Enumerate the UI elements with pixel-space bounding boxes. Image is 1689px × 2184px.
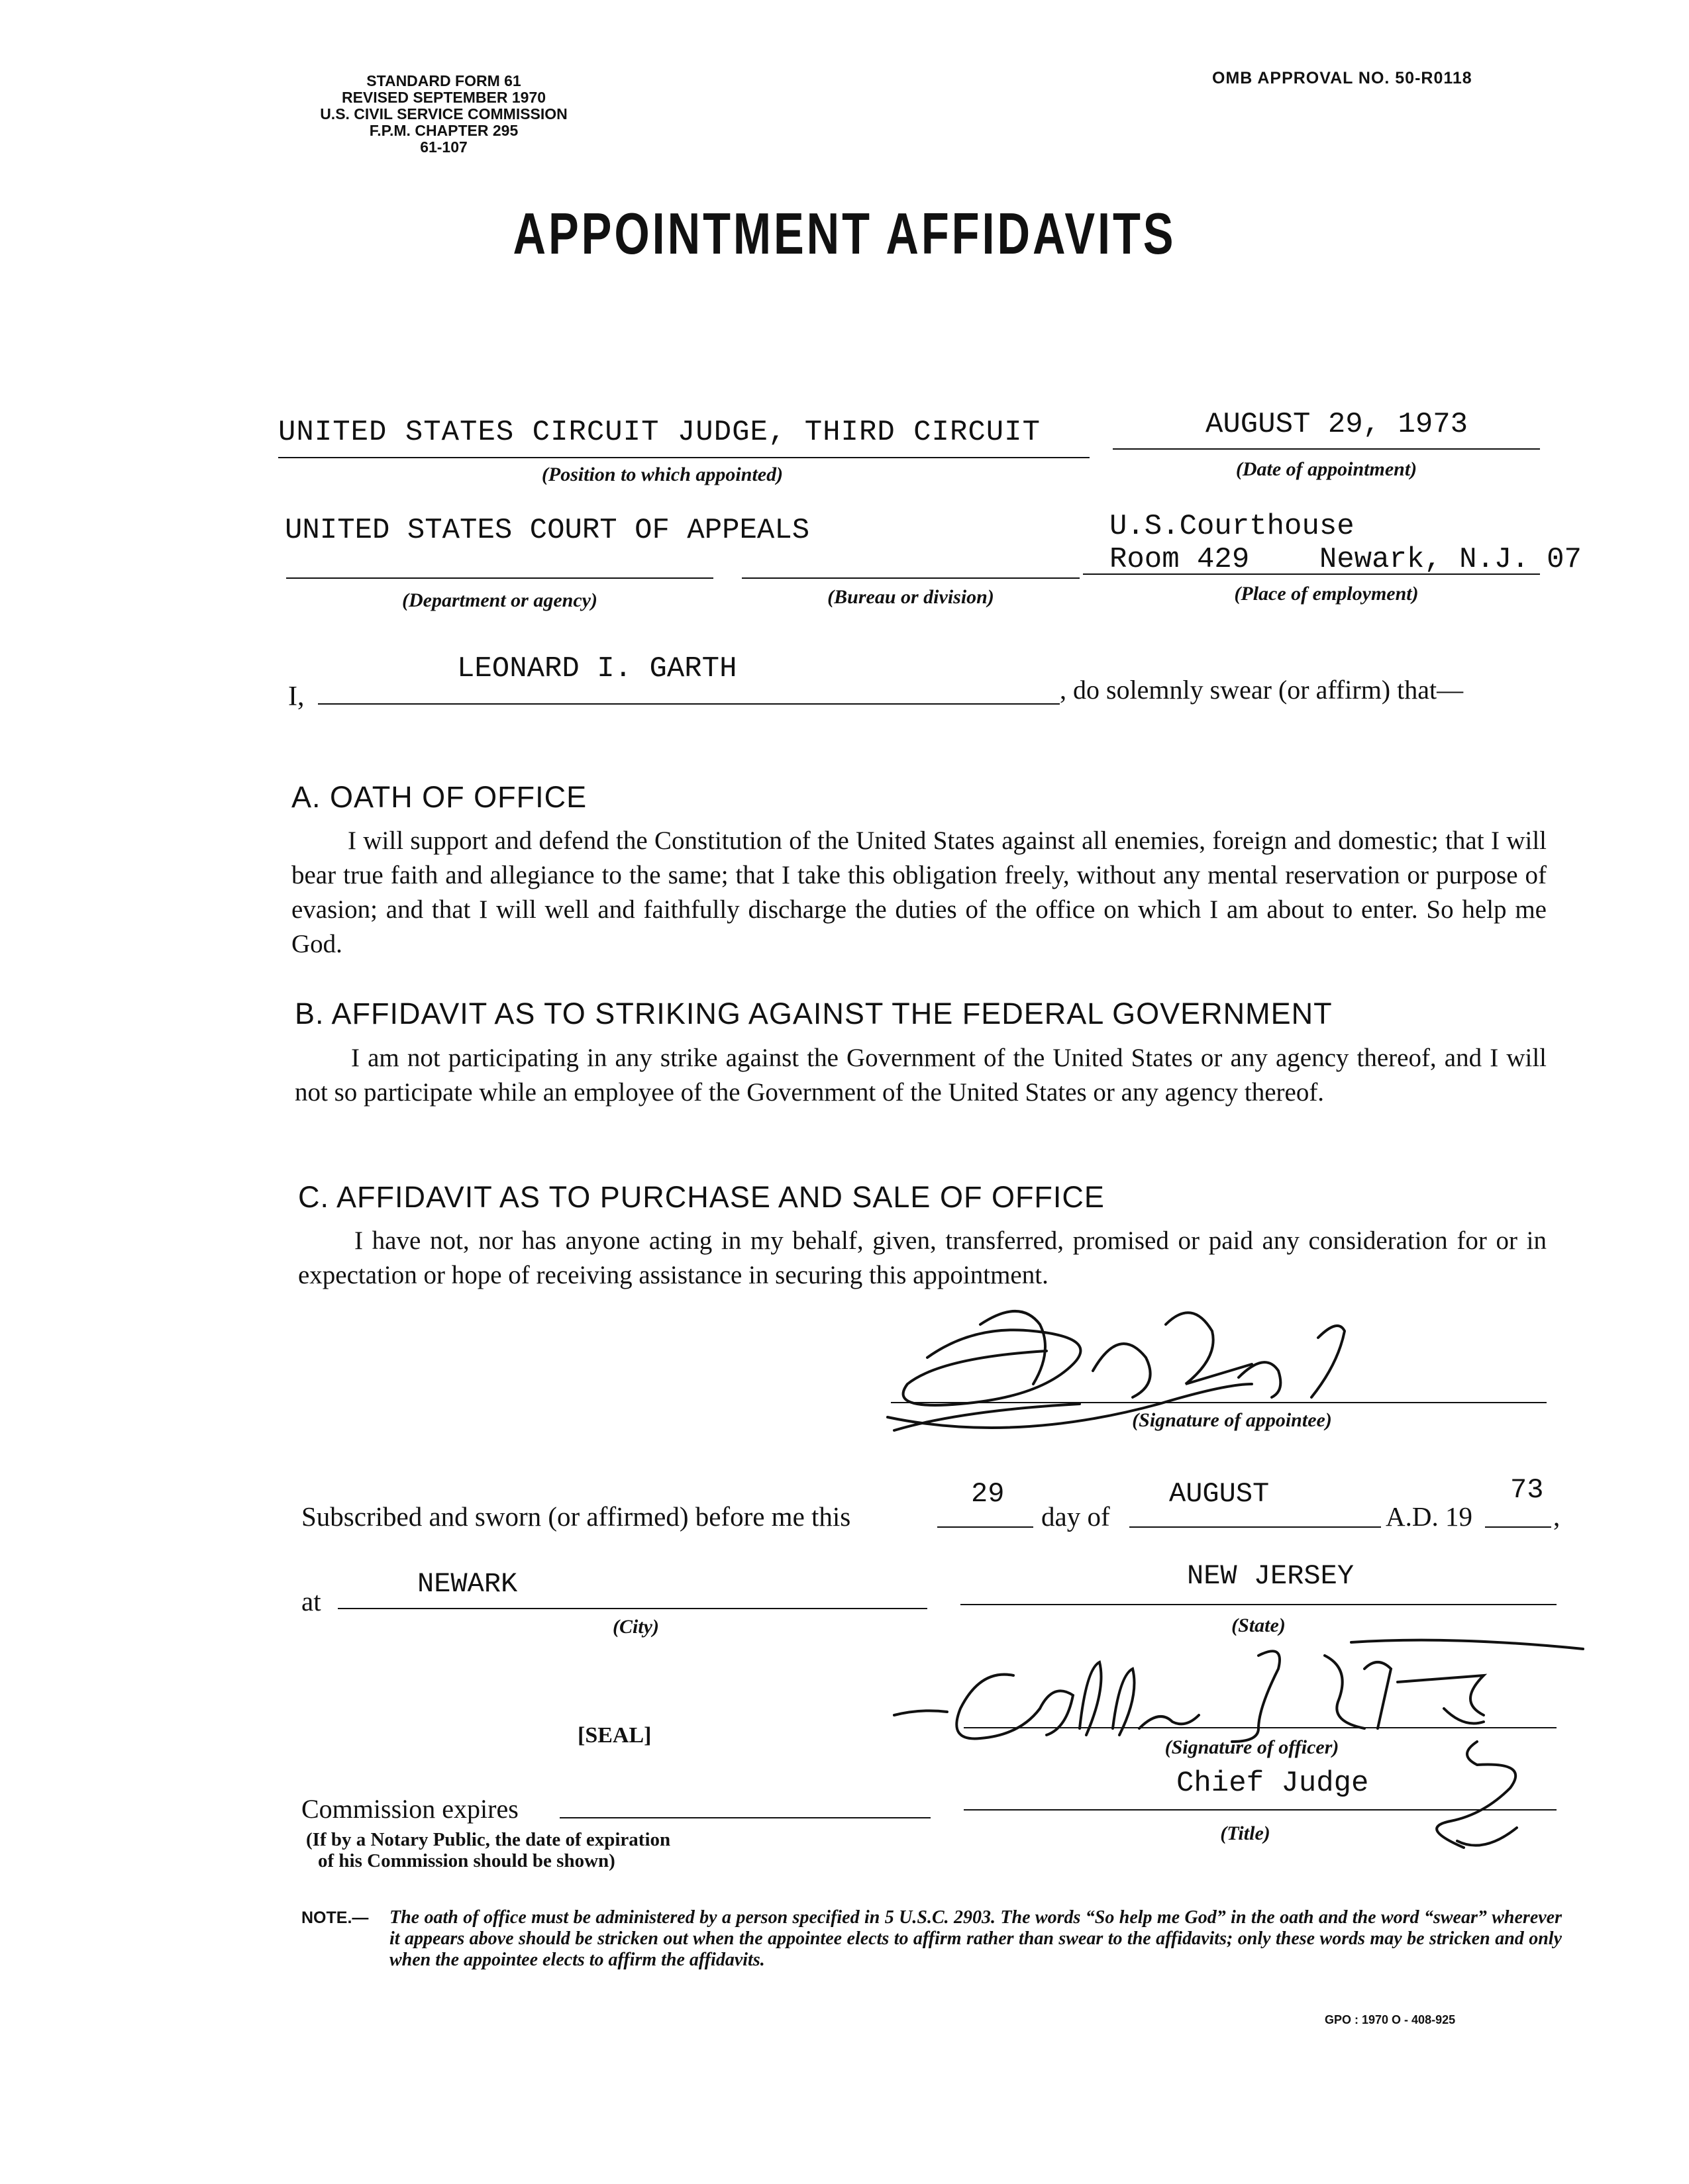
form-header (258, 73, 629, 156)
bureau-line (742, 577, 1080, 579)
date-line (1113, 448, 1540, 450)
commission-note-line: of his Commission should be shown) (318, 1850, 615, 1871)
oath-prefix: I, (288, 681, 305, 712)
place-line (1083, 573, 1540, 575)
department-caption: (Department or agency) (402, 589, 597, 611)
page-title: APPOINTMENT AFFIDAVITS (513, 201, 1176, 266)
omb-approval: OMB APPROVAL NO. 50-R0118 (1212, 69, 1472, 87)
appointee-signature-line (891, 1402, 1547, 1403)
position-line (278, 457, 1090, 458)
officer-signature-line (964, 1727, 1557, 1728)
city-line (338, 1608, 927, 1609)
section-b-text: I am not participating in any strike against the Government of the United States or any agency thereof, and I will not so participate while an employee of the Government of the United States or any agency thereof. (295, 1044, 1547, 1107)
section-c-text: I have not, nor has anyone acting in my behalf, given, transferred, promised or paid any consideration for or in expectation or hope of receiving assistance in securing this appointment. (298, 1226, 1547, 1289)
oath-suffix: , do solemnly swear (or affirm) that— (1060, 675, 1464, 705)
date-caption: (Date of appointment) (1235, 458, 1417, 480)
date-value[interactable]: AUGUST 29, 1973 (1205, 408, 1468, 441)
form-header-line: REVISED SEPTEMBER 1970 (341, 89, 546, 106)
section-c-heading: C. AFFIDAVIT AS TO PURCHASE AND SALE OF OFFICE (298, 1180, 1105, 1214)
name-line (318, 703, 1060, 705)
commission-note (306, 1829, 670, 1871)
appointee-signature-caption: (Signature of appointee) (1132, 1409, 1332, 1431)
sworn-ad: A.D. 19 (1386, 1501, 1472, 1532)
form-header-line: F.P.M. CHAPTER 295 (369, 122, 519, 139)
section-a-heading: A. OATH OF OFFICE (291, 780, 588, 814)
at-label: at (301, 1586, 321, 1616)
sworn-comma: , (1553, 1501, 1561, 1532)
commission-line[interactable] (560, 1817, 931, 1818)
sworn-month[interactable]: AUGUST (1169, 1478, 1270, 1510)
form-header-line: U.S. CIVIL SERVICE COMMISSION (320, 105, 568, 123)
place-caption: (Place of employment) (1234, 583, 1419, 605)
place-line2[interactable]: Room 429 Newark, N.J. 07 (1109, 543, 1582, 576)
position-caption: (Position to which appointed) (541, 464, 784, 485)
commission-note-line: (If by a Notary Public, the date of expiration (306, 1829, 671, 1850)
commission-label: Commission expires (301, 1794, 519, 1824)
city-caption: (City) (613, 1616, 659, 1638)
form-header-line: 61-107 (420, 138, 468, 156)
sworn-year[interactable]: 73 (1510, 1474, 1544, 1506)
officer-signature-caption: (Signature of officer) (1164, 1736, 1339, 1758)
note-text: The oath of office must be administered by a person specified in 5 U.S.C. 2903. The words “So help me God” in the oath and the word “swear” wherever it appears above should be stricken out when the appointee elects to affirm rather than swear to the affidavits; only these words may be stricken and only when the appointee elects to affirm the affidavits. (389, 1907, 1562, 1970)
state-line (960, 1604, 1557, 1605)
form-header-line: STANDARD FORM 61 (366, 72, 521, 89)
city-value[interactable]: NEWARK (417, 1568, 518, 1600)
section-b-heading: B. AFFIDAVIT AS TO STRIKING AGAINST THE FEDERAL GOVERNMENT (295, 997, 1333, 1030)
sworn-day[interactable]: 29 (971, 1478, 1005, 1510)
department-line (286, 577, 713, 579)
seal-label: [SEAL] (578, 1723, 652, 1748)
title-caption: (Title) (1220, 1822, 1270, 1844)
note-label: NOTE.— (301, 1909, 369, 1927)
title-line (964, 1809, 1557, 1811)
bureau-caption: (Bureau or division) (827, 586, 994, 608)
sworn-day-line (937, 1526, 1033, 1528)
sworn-day-of: day of (1041, 1501, 1110, 1532)
department-value[interactable]: UNITED STATES COURT OF APPEALS (285, 514, 810, 547)
state-caption: (State) (1231, 1614, 1286, 1636)
gpo-code: GPO : 1970 O - 408-925 (1325, 2013, 1456, 2026)
place-line1[interactable]: U.S.Courthouse (1109, 510, 1355, 543)
position-value[interactable]: UNITED STATES CIRCUIT JUDGE, THIRD CIRCUIT (278, 416, 1041, 449)
section-a-text: I will support and defend the Constitution of the United States against all enemies, foreign and domestic; that I will bear true faith and allegiance to the same; that I take this obligation freely, without any mental reservation or purpose of evasion; and that I will well and faithfully discharge the duties of the office on which I am about to enter. So help me God. (291, 826, 1547, 958)
state-value[interactable]: NEW JERSEY (1187, 1560, 1355, 1592)
officer-title-value[interactable]: Chief Judge (1176, 1767, 1369, 1800)
appointee-name[interactable]: LEONARD I. GARTH (457, 652, 737, 685)
sworn-year-line (1485, 1526, 1551, 1528)
sworn-text: Subscribed and sworn (or affirmed) before me this (301, 1501, 851, 1532)
sworn-month-line (1129, 1526, 1381, 1528)
